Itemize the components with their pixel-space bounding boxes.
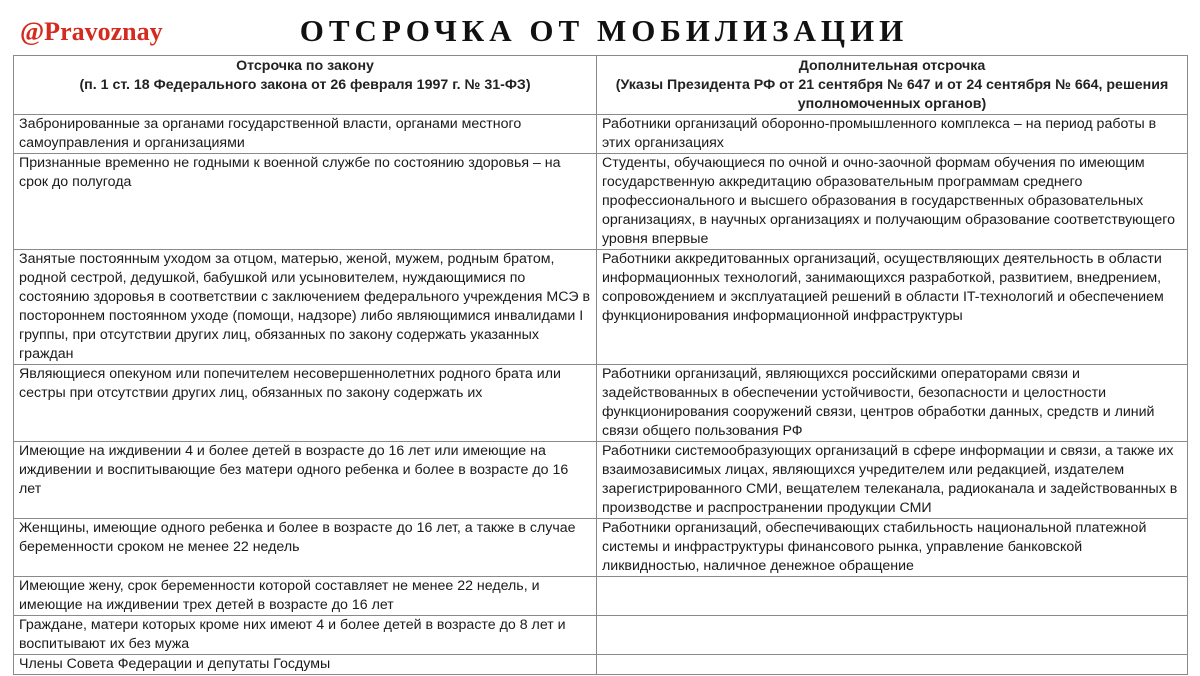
cell-law: Имеющие жену, срок беременности которой составляет не менее 22 недель, и имеющие на иждивении трех детей в возрасте до 16 лет bbox=[14, 577, 597, 616]
table-row bbox=[14, 616, 1188, 655]
table-row bbox=[14, 250, 1188, 365]
cell-additional: Работники организаций оборонно-промышленного комплекса – на период работы в этих организациях bbox=[597, 115, 1188, 154]
column-header-additional-title: Дополнительная отсрочка bbox=[798, 58, 986, 74]
cell-additional bbox=[597, 577, 1188, 616]
column-header-additional-source: (Указы Президента РФ от 21 сентября № 647 и от 24 сентября № 664, решения уполномоченных органов) bbox=[615, 77, 1169, 112]
page-title: ОТСРОЧКА ОТ МОБИЛИЗАЦИИ bbox=[299, 13, 909, 48]
table-row bbox=[14, 115, 1188, 154]
table-row bbox=[14, 577, 1188, 616]
cell-additional bbox=[597, 655, 1188, 675]
table-row bbox=[14, 519, 1188, 577]
column-header-law-source: (п. 1 ст. 18 Федерального закона от 26 февраля 1997 г. № 31-ФЗ) bbox=[79, 77, 531, 93]
column-header-additional bbox=[597, 56, 1188, 115]
cell-law: Имеющие на иждивении 4 и более детей в возрасте до 16 лет или имеющие на иждивении и воспитывающие без матери одного ребенка и более в возрасте до 16 лет bbox=[14, 442, 597, 519]
column-header-law bbox=[14, 56, 597, 115]
deferment-table bbox=[13, 55, 1188, 675]
cell-additional: Работники организаций, являющихся российскими операторами связи и задействованных в обеспечении устойчивости, безопасности и целостности функционирования сооружений связи, центров обработки данных, средств и линий связи общего пользования РФ bbox=[597, 365, 1188, 442]
cell-law: Женщины, имеющие одного ребенка и более в возрасте до 16 лет, а также в случае беременности сроком не менее 22 недель bbox=[14, 519, 597, 577]
table-row bbox=[14, 442, 1188, 519]
cell-additional: Студенты, обучающиеся по очной и очно-заочной формам обучения по имеющим государственную аккредитацию образовательным программам среднего профессионального и высшего образования в государственных образовательных организациях, в научных организациях и получающим образование соответствующего уровня впервые bbox=[597, 154, 1188, 250]
cell-law: Забронированные за органами государственной власти, органами местного самоуправления и организациями bbox=[14, 115, 597, 154]
author-handle: @Pravoznay bbox=[20, 17, 163, 46]
table-row bbox=[14, 365, 1188, 442]
cell-law: Признанные временно не годными к военной службе по состоянию здоровья – на срок до полугода bbox=[14, 154, 597, 250]
cell-additional bbox=[597, 616, 1188, 655]
cell-law: Занятые постоянным уходом за отцом, матерью, женой, мужем, родным братом, родной сестрой, дедушкой, бабушкой или усыновителем, нуждающимися по состоянию здоровья в соответствии с заключением федерального учреждения МСЭ в постороннем постоянном уходе (помощи, надзоре) либо являющимися инвалидами I группы, при отсутствии других лиц, обязанных по закону содержать указанных граждан bbox=[14, 250, 597, 365]
cell-additional: Работники аккредитованных организаций, осуществляющих деятельность в области информационных технологий, занимающихся разработкой, развитием, внедрением, сопровождением и эксплуатацией решений в области IT-технологий и обеспечением функционирования информационной инфраструктуры bbox=[597, 250, 1188, 365]
cell-law: Являющиеся опекуном или попечителем несовершеннолетних родного брата или сестры при отсутствии других лиц, обязанных по закону содержать их bbox=[14, 365, 597, 442]
column-header-law-title: Отсрочка по закону bbox=[236, 58, 374, 74]
cell-additional: Работники системообразующих организаций в сфере информации и связи, а также их взаимозависимых лицах, являющихся учредителем или редакцией, издателем зарегистрированного СМИ, вещателем телеканала, радиоканала и задействованных в производстве и распространении продукции СМИ bbox=[597, 442, 1188, 519]
table-row bbox=[14, 655, 1188, 675]
cell-law: Граждане, матери которых кроме них имеют 4 и более детей в возрасте до 8 лет и воспитывают их без мужа bbox=[14, 616, 597, 655]
cell-law: Члены Совета Федерации и депутаты Госдумы bbox=[14, 655, 597, 675]
cell-additional: Работники организаций, обеспечивающих стабильность национальной платежной системы и инфраструктуры финансового рынка, управление банковской ликвидностью, наличное денежное обращение bbox=[597, 519, 1188, 577]
table-row bbox=[14, 154, 1188, 250]
table-header-row bbox=[14, 56, 1188, 115]
